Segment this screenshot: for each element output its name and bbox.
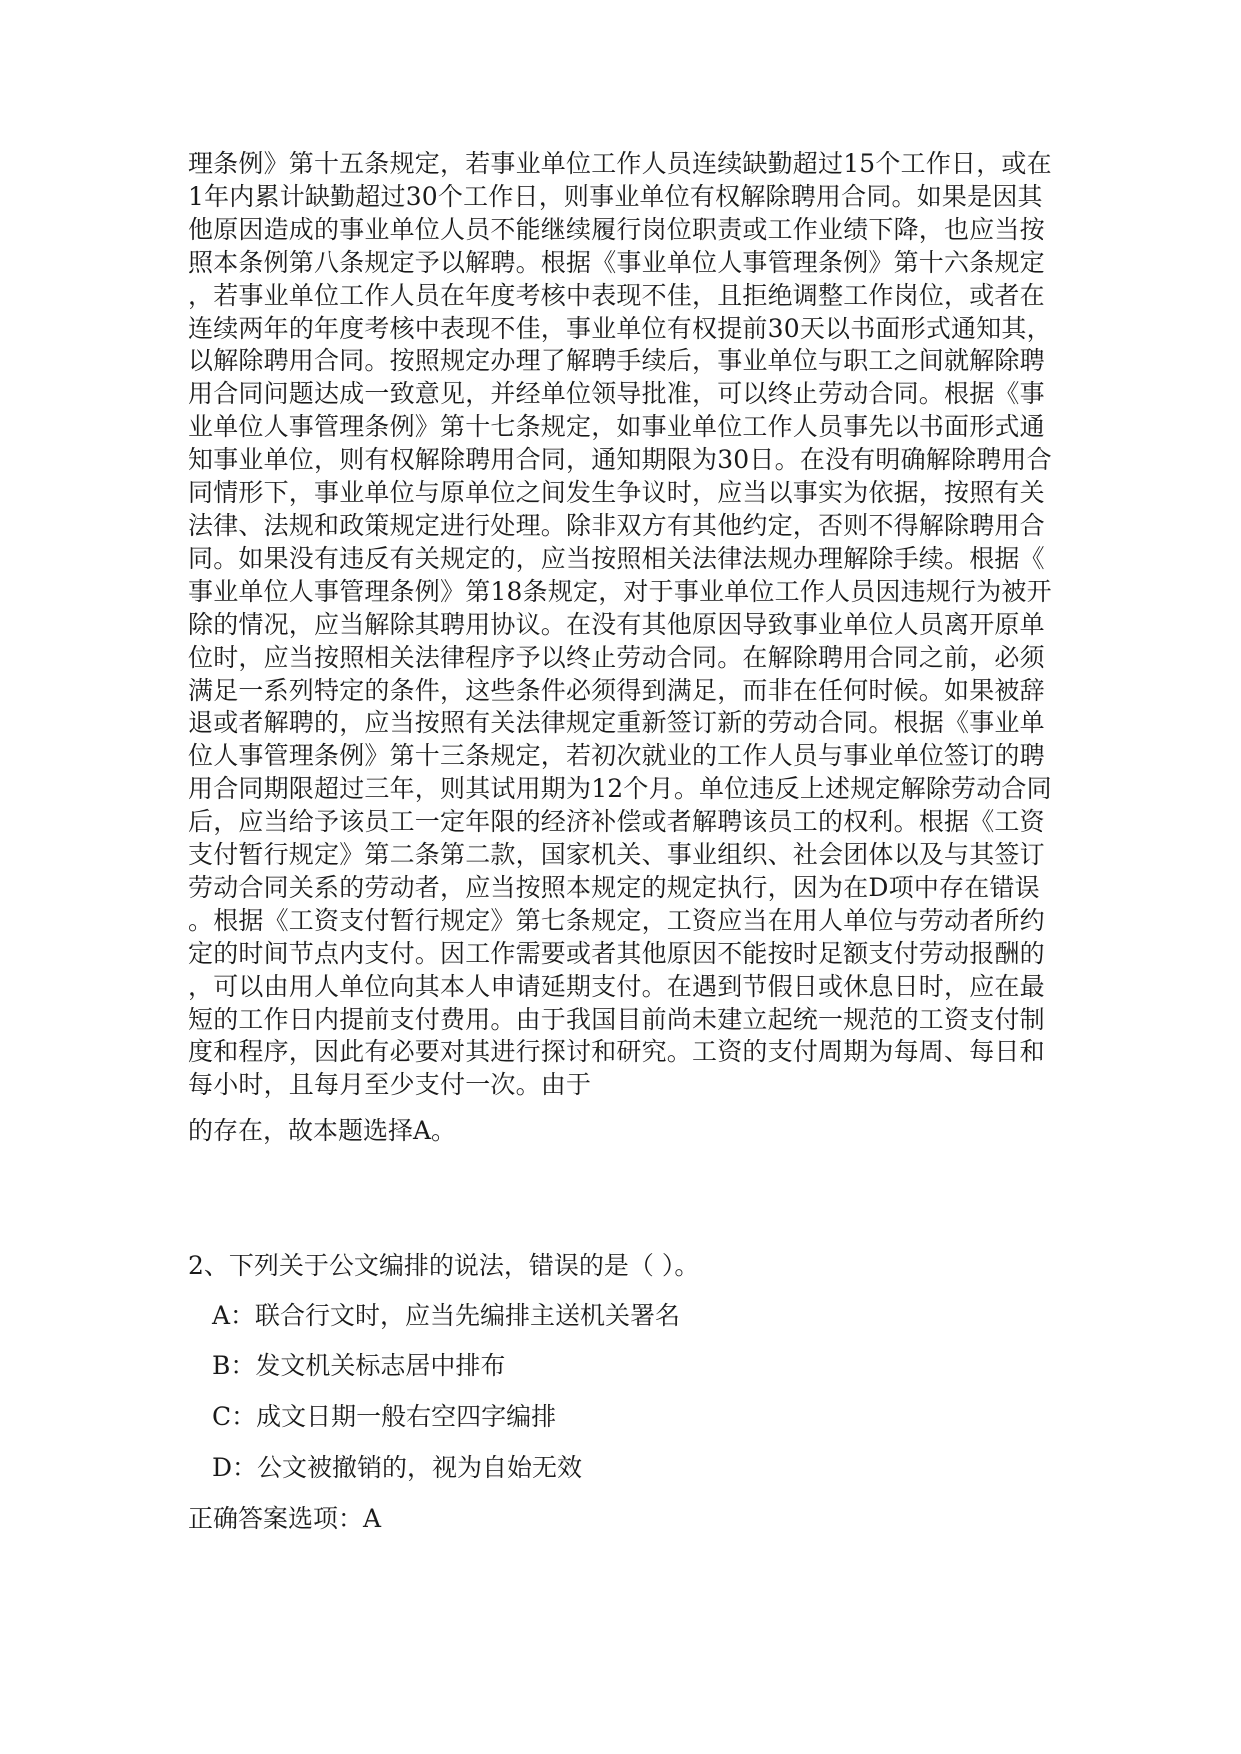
explanation-line: 知事业单位，则有权解除聘用合同，通知期限为30日。在没有明确解除聘用合 bbox=[188, 445, 1052, 475]
explanation-line: ，可以由用人单位向其本人申请延期支付。在遇到节假日或休息日时，应在最 bbox=[188, 971, 1045, 1001]
explanation-line: 满足一系列特定的条件，这些条件必须得到满足，而非在任何时候。如果被辞 bbox=[188, 675, 1045, 705]
explanation-line: 同。如果没有违反有关规定的，应当按照相关法律法规办理解除手续。根据《 bbox=[188, 543, 1045, 573]
explanation-line: 同情形下，事业单位与原单位之间发生争议时，应当以事实为依据，按照有关 bbox=[188, 478, 1045, 508]
explanation-line: 连续两年的年度考核中表现不佳，事业单位有权提前30天以书面形式通知其， bbox=[188, 313, 1052, 343]
explanation-line: 法律、法规和政策规定进行处理。除非双方有其他约定，否则不得解除聘用合 bbox=[188, 510, 1045, 540]
option-c: C：成文日期一般右空四字编排 bbox=[212, 1402, 557, 1431]
question-stem: 2、下列关于公文编排的说法，错误的是（ ）。 bbox=[188, 1251, 700, 1280]
explanation-line: 定的时间节点内支付。因工作需要或者其他原因不能按时足额支付劳动报酬的 bbox=[188, 938, 1045, 968]
explanation-line: 业单位人事管理条例》第十七条规定，如事业单位工作人员事先以书面形式通 bbox=[188, 412, 1045, 442]
explanation-line: 1年内累计缺勤超过30个工作日，则事业单位有权解除聘用合同。如果是因其 bbox=[188, 181, 1043, 211]
explanation-line: 短的工作日内提前支付费用。由于我国目前尚未建立起统一规范的工资支付制 bbox=[188, 1004, 1045, 1034]
option-b: B：发文机关标志居中排布 bbox=[212, 1351, 506, 1380]
option-d: D：公文被撤销的，视为自始无效 bbox=[212, 1453, 583, 1482]
explanation-line: 以解除聘用合同。按照规定办理了解聘手续后，事业单位与职工之间就解除聘 bbox=[188, 346, 1045, 376]
explanation-line: 。根据《工资支付暂行规定》第七条规定，工资应当在用人单位与劳动者所约 bbox=[188, 905, 1045, 935]
option-a: A：联合行文时，应当先编排主送机关署名 bbox=[212, 1301, 681, 1330]
explanation-line: 后，应当给予该员工一定年限的经济补偿或者解聘该员工的权利。根据《工资 bbox=[188, 807, 1045, 837]
explanation-line: 除的情况，应当解除其聘用协议。在没有其他原因导致事业单位人员离开原单 bbox=[188, 609, 1045, 639]
explanation-line: 劳动合同关系的劳动者，应当按照本规定的规定执行，因为在D项中存在错误 bbox=[188, 872, 1040, 902]
explanation-line: 度和程序，因此有必要对其进行探讨和研究。工资的支付周期为每周、每日和 bbox=[188, 1037, 1045, 1067]
explanation-line: 位人事管理条例》第十三条规定，若初次就业的工作人员与事业单位签订的聘 bbox=[188, 741, 1045, 771]
explanation-line: 位时，应当按照相关法律程序予以终止劳动合同。在解除聘用合同之前，必须 bbox=[188, 642, 1045, 672]
explanation-conclusion: 的存在，故本题选择A。 bbox=[188, 1116, 457, 1145]
correct-answer: 正确答案选项：A bbox=[188, 1504, 382, 1533]
explanation-line: 每小时，且每月至少支付一次。由于 bbox=[188, 1070, 592, 1100]
explanation-line: 事业单位人事管理条例》第18条规定，对于事业单位工作人员因违规行为被开 bbox=[188, 576, 1052, 606]
explanation-paragraph bbox=[188, 148, 1052, 1102]
explanation-line: 理条例》第十五条规定，若事业单位工作人员连续缺勤超过15个工作日，或在 bbox=[188, 149, 1052, 178]
explanation-line: 照本条例第八条规定予以解聘。根据《事业单位人事管理条例》第十六条规定 bbox=[188, 247, 1045, 277]
explanation-line: ，若事业单位工作人员在年度考核中表现不佳，且拒绝调整工作岗位，或者在 bbox=[188, 280, 1045, 310]
explanation-line: 用合同问题达成一致意见，并经单位领导批准，可以终止劳动合同。根据《事 bbox=[188, 379, 1045, 409]
explanation-line: 他原因造成的事业单位人员不能继续履行岗位职责或工作业绩下降，也应当按 bbox=[188, 214, 1045, 244]
explanation-line: 用合同期限超过三年，则其试用期为12个月。单位违反上述规定解除劳动合同 bbox=[188, 774, 1052, 804]
explanation-line: 支付暂行规定》第二条第二款，国家机关、事业组织、社会团体以及与其签订 bbox=[188, 840, 1045, 870]
explanation-line: 退或者解聘的，应当按照有关法律规定重新签订新的劳动合同。根据《事业单 bbox=[188, 708, 1045, 738]
